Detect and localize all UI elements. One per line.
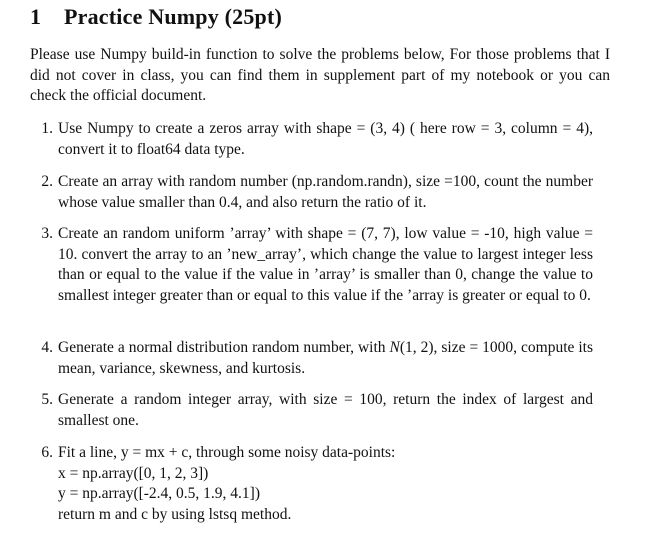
problem-text: Use Numpy to create a zeros array with shape = (3, 4) ( here row = 3, column = 4), convert it to float64 data type. xyxy=(58,120,593,158)
section-title: Practice Numpy (25pt) xyxy=(64,4,283,29)
problem-index: 1. xyxy=(41,120,53,137)
problem-text xyxy=(58,338,593,379)
problem-index: 3. xyxy=(41,225,53,242)
problem-line: Fit a line, y = mx + c, through some noisy data-points: xyxy=(58,444,396,461)
code-line-y: y = np.array([-2.4, 0.5, 1.9, 4.1]) xyxy=(58,485,261,502)
intro-paragraph: Please use Numpy build-in function to solve the problems below, For those problems that I did not cover in class, you can find them in supplement part of my notebook or you can check the official document. xyxy=(30,46,610,104)
math-symbol: N xyxy=(389,339,400,356)
code-line-x: x = np.array([0, 1, 2, 3]) xyxy=(58,464,209,482)
math-args: (1, 2) xyxy=(399,339,434,356)
problem-text-after: , size = 1000, compute its mean, variance, skewness, and kurtosis. xyxy=(58,339,593,377)
problem-text-before: Generate a normal distribution random number, with xyxy=(58,339,390,356)
problem-text xyxy=(58,443,593,525)
problem-index: 4. xyxy=(41,339,53,356)
section-heading xyxy=(30,4,282,30)
section-number: 1 xyxy=(30,4,42,29)
problem-index: 2. xyxy=(41,173,53,190)
problem-line: return m and c by using lstsq method. xyxy=(58,505,292,523)
problem-text: Create an random uniform ’array’ with shape = (7, 7), low value = -10, high value = 10. convert the array to an ’new_array’, which change the value to largest integer less than or equal to the value if the value in ’array’ is smaller than 0, change the value to smallest integer greater than or equal to this value if the ’array is greater or equal to 0. xyxy=(58,225,593,304)
problem-text: Create an array with random number (np.random.randn), size =100, count the number whose value smaller than 0.4, and also return the ratio of it. xyxy=(58,173,593,211)
problem-index: 5. xyxy=(41,391,53,408)
problem-text: Generate a random integer array, with size = 100, return the index of largest and smallest one. xyxy=(58,391,593,429)
problem-index: 6. xyxy=(41,444,53,461)
